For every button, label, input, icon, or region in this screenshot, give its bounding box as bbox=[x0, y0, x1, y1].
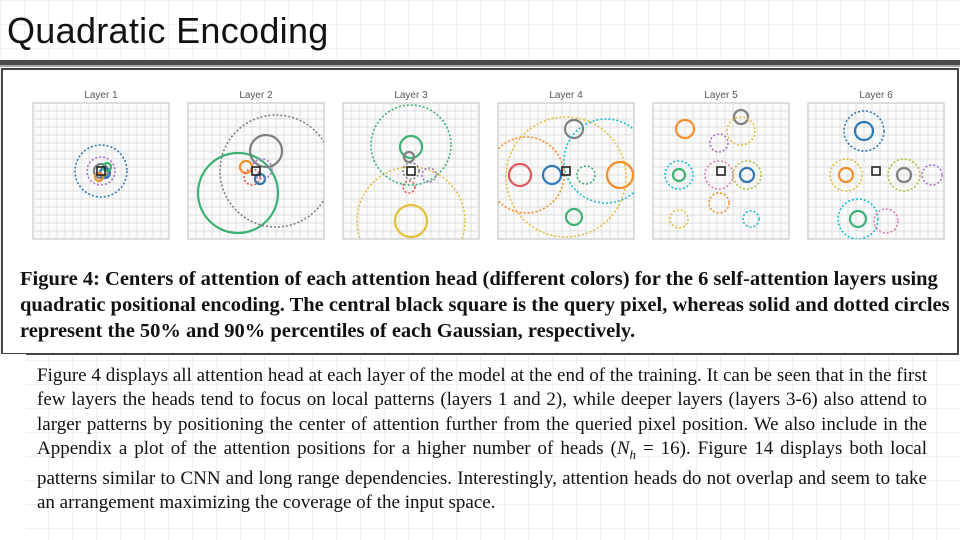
attention-panel-2 bbox=[188, 103, 332, 239]
figure-caption bbox=[20, 266, 960, 344]
attention-panel-6 bbox=[808, 103, 944, 239]
panel-label-layer-5: Layer 5 bbox=[704, 90, 738, 101]
left-margin bbox=[0, 354, 26, 540]
panel-label-layer-1: Layer 1 bbox=[84, 90, 118, 101]
caption-label: Figure 4: bbox=[20, 268, 100, 290]
panel-label-layer-4: Layer 4 bbox=[549, 90, 583, 101]
math-symbol: N bbox=[616, 437, 630, 459]
attention-panels bbox=[3, 70, 957, 246]
panel-frame bbox=[343, 103, 479, 239]
attention-panel-3 bbox=[343, 103, 479, 246]
panel-frame bbox=[808, 103, 944, 239]
body-paragraph bbox=[37, 364, 927, 516]
panel-label-layer-6: Layer 6 bbox=[859, 90, 893, 101]
attention-panel-4 bbox=[488, 103, 648, 239]
attention-panel-1 bbox=[33, 103, 169, 239]
attention-panel-5 bbox=[653, 103, 789, 239]
figure-box bbox=[1, 68, 959, 355]
title-rule-shadow bbox=[0, 65, 960, 67]
body-text-end: ). Figure 14 displays both local patterns similar to CNN and long range dependencies. Interestingly, attention heads do not overlap and seem to take an arrangement maximizing the coverage of the input space. bbox=[37, 437, 927, 514]
attention-plot bbox=[3, 70, 957, 246]
math-equation: = 16 bbox=[636, 437, 680, 459]
math-subscript: h bbox=[629, 446, 637, 462]
caption-text: Centers of attention of each attention head (different colors) for the 6 self-attention layers using quadratic positional encoding. The central black square is the query pixel, whereas solid and dotted circles represent the 50% and 90% percentiles of each Gaussian, respectively. bbox=[20, 268, 950, 342]
panel-label-layer-2: Layer 2 bbox=[239, 90, 273, 101]
slide-title: Quadratic Encoding bbox=[7, 10, 329, 51]
body-text-start: Figure 4 displays all attention head at each layer of the model at the end of the training. It can be seen that in the first few layers the heads tend to focus on local patterns (layers 1 and 2), while deeper layers (layers 3-6) also attend to larger patterns by positioning the center of attention further from the queried pixel position. We also include in the Appendix a plot of the attention positions for a higher number of heads ( bbox=[37, 365, 927, 459]
panel-label-layer-3: Layer 3 bbox=[394, 90, 428, 101]
